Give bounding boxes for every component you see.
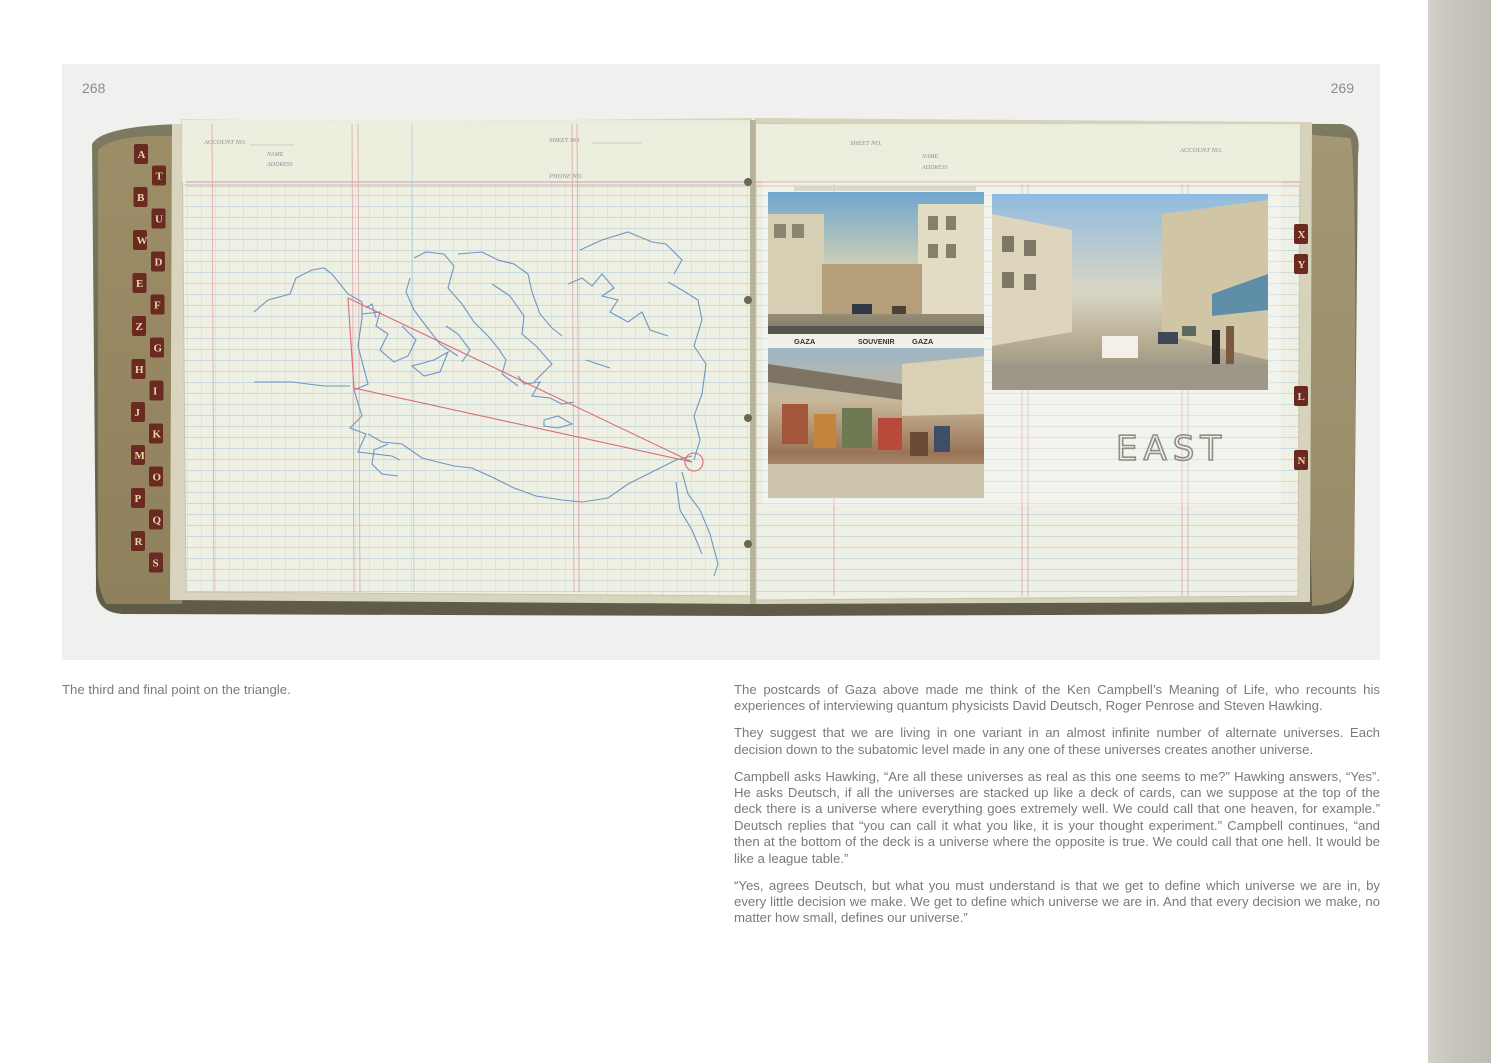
- index-tab-letter: I: [153, 385, 158, 398]
- index-tab-letter: B: [137, 192, 145, 204]
- index-tab-letter: E: [136, 278, 144, 290]
- index-tab-letter: P: [134, 493, 142, 505]
- index-tab-letter: W: [136, 235, 148, 247]
- index-tab-letter: G: [153, 342, 163, 355]
- paragraph: They suggest that we are living in one variant in an almost infinite number of alternate universes. Each decision down to the subatomic level made in any one of these universes creates another universe.: [734, 725, 1380, 757]
- paragraph: “Yes, agrees Deutsch, but what you must understand is that we get to define which universe we are in, by every little decision we make. We get to define which universe we are in. And that every decision we make, no matter how small, defines our universe.”: [734, 877, 1380, 926]
- postcard-gaza-street: [768, 192, 984, 348]
- index-tab-letter: Z: [135, 321, 143, 333]
- page-number-right: 269: [1330, 80, 1354, 96]
- body-text: [734, 682, 1380, 937]
- index-tab-letter: N: [1297, 455, 1306, 467]
- index-tab-letter: R: [134, 536, 143, 548]
- index-tab-letter: M: [134, 450, 145, 462]
- index-tab-letter: D: [154, 256, 163, 269]
- photo-caption: The third and final point on the triangle.: [62, 682, 291, 697]
- header-address: ADDRESS: [267, 162, 293, 168]
- right-header-sheet: SHEET NO.: [850, 140, 882, 147]
- header-account: ACCOUNT NO.: [204, 139, 247, 146]
- header-phone: PHONE NO.: [549, 173, 583, 180]
- postcard-label-right: GAZA: [912, 337, 934, 346]
- header-name: NAME: [267, 152, 284, 158]
- paragraph: The postcards of Gaza above made me think of the Ken Campbell’s Meaning of Life, who recounts his experiences of interviewing quantum physicists David Deutsch, Roger Penrose and Steven Hawking.: [734, 682, 1380, 714]
- index-tab-letter: J: [134, 407, 140, 419]
- ledger-illustration: [62, 64, 1380, 660]
- index-tab-letter: K: [152, 428, 162, 441]
- index-tab-letter: U: [155, 213, 163, 226]
- right-header-address: ADDRESS: [922, 165, 948, 171]
- index-tab-letter: T: [155, 170, 163, 183]
- postcard-gaza-boulevard: [992, 194, 1268, 390]
- header-sheet: SHEET NO.: [549, 137, 581, 144]
- postcard-label-left: GAZA: [794, 337, 816, 346]
- right-header-name: NAME: [922, 154, 939, 160]
- index-tab-letter: F: [154, 299, 161, 312]
- index-tab-letter: Y: [1297, 259, 1306, 271]
- index-tab-letter: H: [135, 364, 144, 376]
- index-tab-letter: X: [1297, 229, 1306, 241]
- ledger-photograph: [62, 64, 1380, 660]
- index-tab-letter: A: [137, 149, 146, 161]
- postcard-gaza-market: [768, 348, 984, 498]
- index-tab-letter: L: [1297, 391, 1305, 403]
- postcard-label-center: SOUVENIR: [858, 339, 895, 346]
- east-stamp: EAST: [1116, 429, 1228, 469]
- index-tab-letter: S: [152, 557, 159, 570]
- paragraph: Campbell asks Hawking, “Are all these universes as real as this one seems to me?” Hawking answers, “Yes”. He asks Deutsch, if all the universes are stacked up like a deck of cards, can we suppose at the top of the deck there is a universe where everything goes extremely well. We could call that one heaven, for example.” Deutsch replies that “you can call it what you like, it is your thought experiment.” Campbell continues, “and then at the bottom of the deck is a universe where the opposite is true. We could call that one hell. It would be like a league table.”: [734, 768, 1380, 866]
- index-tab-letter: O: [152, 471, 162, 484]
- page-number-left: 268: [82, 80, 106, 96]
- adjacent-page-edge: [1428, 0, 1491, 1063]
- index-tab-letter: Q: [152, 514, 162, 527]
- right-header-account: ACCOUNT NO.: [1180, 147, 1223, 154]
